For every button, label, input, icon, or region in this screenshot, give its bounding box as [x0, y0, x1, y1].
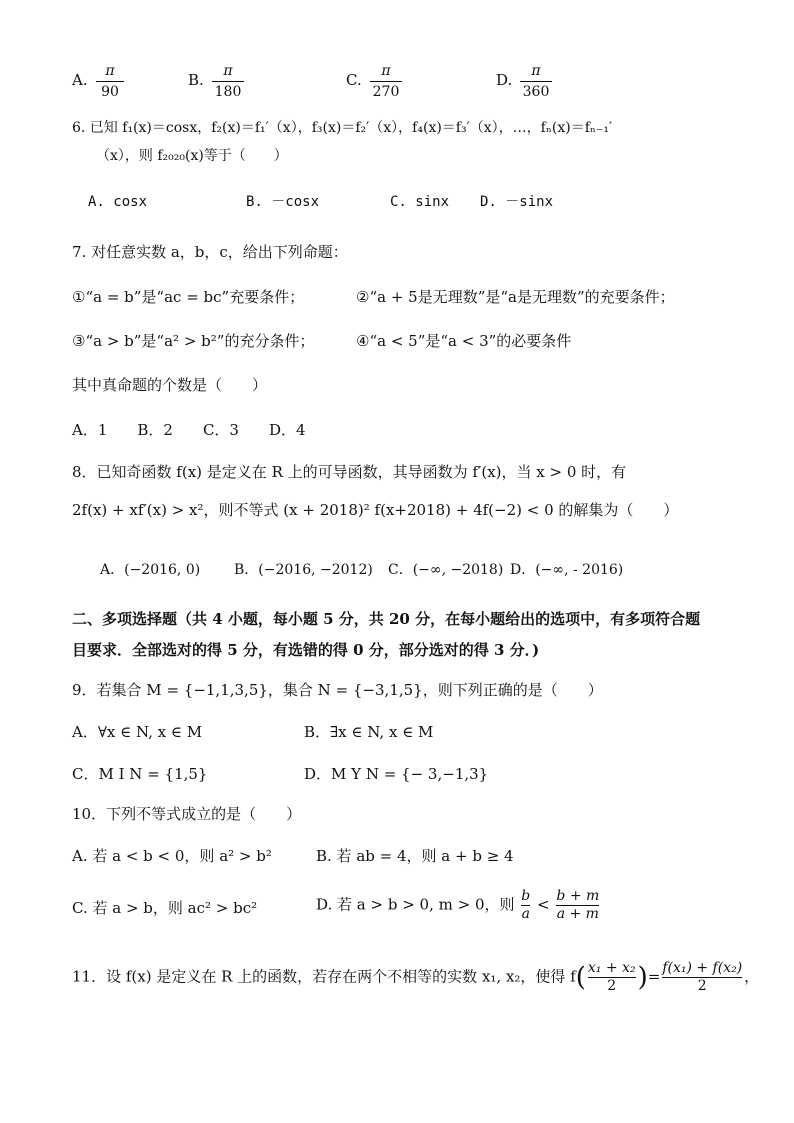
- q5-option-d-numerator: π: [531, 63, 541, 79]
- section2-heading-line2: 目要求．全部选对的得 5 分，有选错的得 0 分，部分选对的得 3 分．): [72, 641, 540, 659]
- q5-option-a-fraction: [96, 62, 124, 101]
- left-paren: (: [575, 962, 586, 993]
- q10-option-d-left-numerator: b: [521, 888, 531, 904]
- fraction-bar: [96, 81, 124, 82]
- q5-option-c-fraction: [370, 62, 402, 101]
- q11-equals: =: [647, 967, 661, 986]
- q10-option-b: B. 若 ab = 4，则 a + b ≥ 4: [316, 847, 514, 865]
- q8-option-a: A．(−2016, 0): [100, 562, 201, 578]
- q5-option-d-fraction: [520, 62, 552, 101]
- q8-option-b: B．(−2016, −2012): [234, 562, 373, 578]
- q7-options: A．1 B．2 C．3 D．4: [72, 421, 306, 439]
- q5-option-c-numerator: π: [381, 63, 391, 79]
- q10-option-d: [316, 888, 601, 923]
- right-paren: ): [637, 962, 648, 993]
- q10-option-d-left-denominator: a: [521, 906, 530, 922]
- q11-suffix: ，: [744, 967, 760, 986]
- q7-proposition-4: ④“a < 5”是“a < 3”的必要条件: [356, 332, 572, 350]
- q5-option-a-numerator: π: [105, 63, 115, 79]
- q7-proposition-1: ①“a = b”是“ac = bc”充要条件；: [72, 288, 305, 306]
- q10-option-d-left-fraction: [521, 888, 530, 923]
- fraction-bar: [212, 81, 244, 82]
- q5-option-d-denominator: 360: [522, 84, 550, 100]
- q7-question: 其中真命题的个数是（ ）: [72, 376, 268, 394]
- section2-heading-line1: 二、多项选择题（共 4 小题，每小题 5 分，共 20 分，在每小题给出的选项中，有多项符合题: [72, 610, 701, 628]
- q6-stem-line1: 6. 已知 f₁(x)＝cosx，f₂(x)＝f₁′（x），f₃(x)＝f₂′（x），f₄(x)＝f₃′（x），…，fₙ(x)＝fₙ₋₁′: [72, 120, 613, 136]
- q9-option-c: C．M I N = {1,5}: [72, 765, 208, 783]
- q8-stem-line1: 8．已知奇函数 f(x) 是定义在 R 上的可导函数，其导函数为 f′(x)，当 x > 0 时，有: [72, 463, 627, 481]
- q7-proposition-3: ③“a > b”是“a² > b²”的充分条件；: [72, 332, 315, 350]
- q10-option-a: A. 若 a < b < 0，则 a² > b²: [72, 847, 272, 865]
- q7-proposition-2: ②“a + 5是无理数”是“a是无理数”的充要条件；: [356, 288, 675, 306]
- q10-option-d-right-denominator: a + m: [556, 906, 599, 922]
- q11-right-fraction: [662, 960, 742, 995]
- q5-option-c-letter: C.: [346, 71, 362, 89]
- q10-option-d-right-fraction: [556, 888, 599, 923]
- q10-option-c: C. 若 a > b，则 ac² > bc²: [72, 899, 258, 917]
- q6-option-d: D. －sinx: [480, 194, 554, 210]
- q11-left-numerator: x₁ + x₂: [587, 960, 636, 976]
- q5-option-a-letter: A.: [72, 71, 88, 89]
- fraction-bar: [520, 81, 552, 82]
- q6-stem-line2: （x），则 f₂₀₂₀(x)等于（ ）: [96, 148, 288, 164]
- q9-option-d: D．M Y N = {− 3,−1,3}: [304, 765, 489, 783]
- q5-option-a-denominator: 90: [101, 84, 119, 100]
- q11-stem: [72, 960, 759, 995]
- fraction-bar: [370, 81, 402, 82]
- q11-right-numerator: f(x₁) + f(x₂): [662, 960, 743, 976]
- q10-stem: 10．下列不等式成立的是（ ）: [72, 805, 302, 823]
- q11-right-denominator: 2: [697, 978, 707, 994]
- q5-option-b-denominator: 180: [214, 84, 242, 100]
- q6-option-b: B. －cosx: [246, 194, 320, 210]
- q5-option-b-letter: B.: [188, 71, 204, 89]
- q7-stem: 7. 对任意实数 a，b，c，给出下列命题：: [72, 243, 348, 261]
- q11-left-fraction: [588, 960, 636, 995]
- q5-option-c-denominator: 270: [372, 84, 400, 100]
- q11-left-denominator: 2: [607, 978, 617, 994]
- q8-stem-line2: 2f(x) + xf′(x) > x²，则不等式 (x + 2018)² f(x+2018) + 4f(−2) < 0 的解集为（ ）: [72, 501, 679, 519]
- q8-option-d: D．(−∞, - 2016): [510, 562, 624, 578]
- q10-option-d-relation: <: [537, 895, 550, 914]
- q8-option-c: C．(−∞, −2018): [388, 562, 504, 578]
- q6-option-c: C. sinx: [390, 194, 450, 210]
- q5-option-d-letter: D.: [496, 71, 513, 89]
- q5-option-b-numerator: π: [223, 63, 233, 79]
- q9-stem: 9．若集合 M = {−1,1,3,5}，集合 N = {−3,1,5}，则下列正确的是（ ）: [72, 681, 603, 699]
- q6-option-a: A. cosx: [88, 194, 148, 210]
- q11-stem-prefix: 11．设 f(x) 是定义在 R 上的函数，若存在两个不相等的实数 x₁, x₂，使得 f: [72, 967, 576, 986]
- q10-option-d-prefix: D. 若 a > b > 0, m > 0，则: [316, 895, 515, 914]
- q9-option-a: A．∀x ∈ N, x ∈ M: [72, 723, 203, 741]
- q9-option-b: B．∃x ∈ N, x ∈ M: [304, 723, 434, 741]
- q10-option-d-right-numerator: b + m: [556, 888, 600, 904]
- q5-option-b-fraction: [212, 62, 244, 101]
